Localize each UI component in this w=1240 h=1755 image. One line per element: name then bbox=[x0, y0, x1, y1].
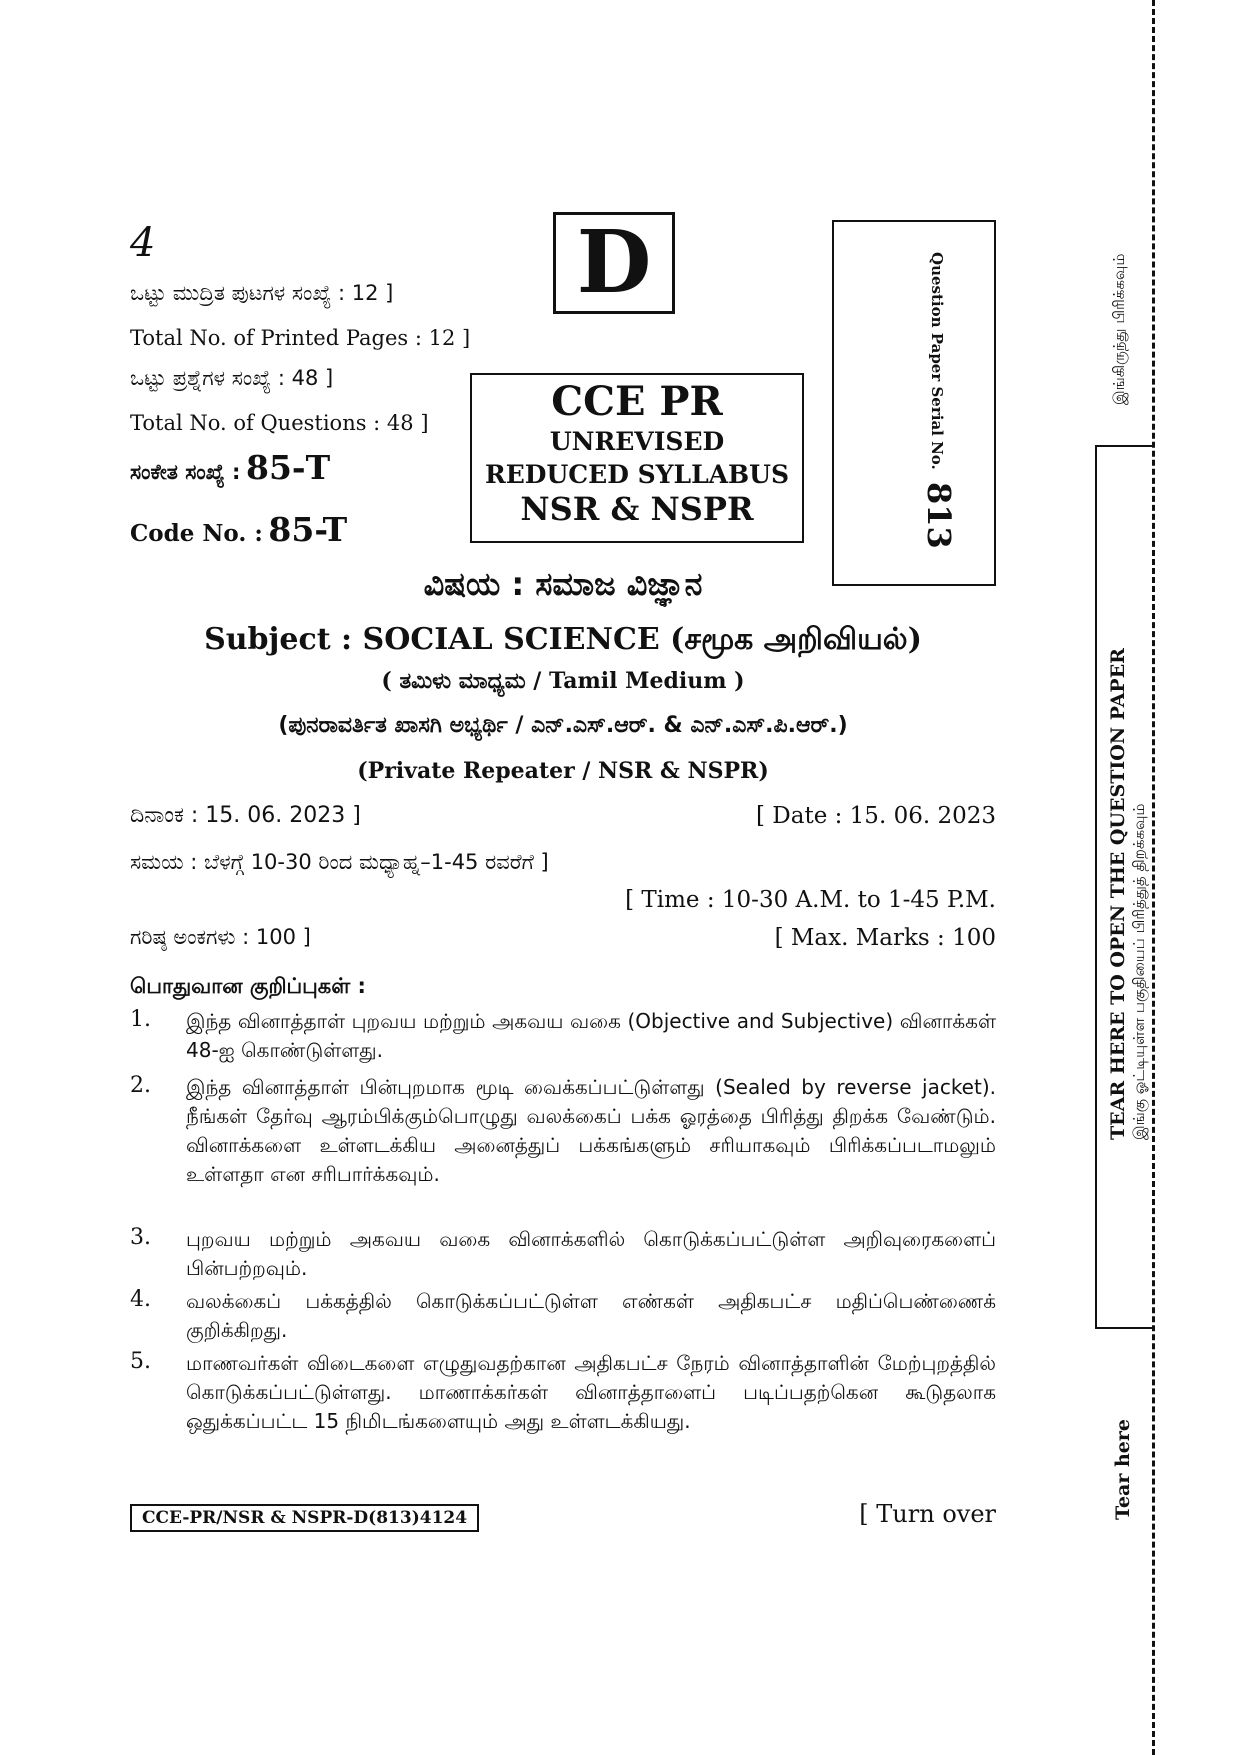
instructions-heading: பொதுவான குறிப்புகள் : bbox=[130, 974, 366, 998]
exam-type-line1: CCE PR bbox=[551, 378, 723, 425]
subject-kannada: ವಿಷಯ : ಸಮಾಜ ವಿಜ್ಞಾನ bbox=[423, 565, 703, 603]
time-kannada: ಸಮಯ : ಬೆಳಗ್ಗೆ 10-30 ರಿಂದ ಮಧ್ಯಾಹ್ನ–1-45 ರವರೆಗೆ ] bbox=[130, 850, 549, 874]
exam-type-line4: NSR & NSPR bbox=[520, 490, 754, 528]
instruction-text: மாணவர்கள் விடைகளை எழுதுவதற்கான அதிகபட்ச நேரம் வினாத்தாளின் மேற்புறத்தில் கொடுக்கப்பட்டுள்ளது. மாணாக்கர்கள் வினாத்தாளைப் படிப்பதற்கென கூடுதலாக ஒதுக்கப்பட்ட 15 நிமிடங்களையும் அது உள்ளடக்கியது. bbox=[186, 1351, 996, 1433]
instruction-text: இந்த வினாத்தாள் பின்புறமாக மூடி வைக்கப்பட்டுள்ளது (Sealed by reverse jacket). நீங்கள் தேர்வு ஆரம்பிக்கும்பொழுது வலக்கைப் பக்க ஓரத்தை பிரித்து திறக்க வேண்டும். வினாக்களை உள்ளடக்கிய அனைத்துப் பக்கங்களும் சரியாகவும் பிரிக்கப்படாமலும் உள்ளதா என சரிபார்க்கவும். bbox=[186, 1075, 996, 1186]
serial-number-box bbox=[832, 220, 996, 586]
instruction-number: 2. bbox=[130, 1073, 151, 1098]
instruction-text: புறவய மற்றும் அகவய வகை வினாக்களில் கொடுக்கப்பட்டுள்ள அறிவுரைகளைப் பின்பற்றவும். bbox=[186, 1227, 996, 1280]
questions-count-english: Total No. of Questions : 48 ] bbox=[130, 411, 429, 435]
code-en-value: 85-T bbox=[268, 510, 348, 549]
question-set-box bbox=[553, 212, 675, 314]
tear-here-label: Tear here bbox=[1112, 1419, 1134, 1520]
code-en-label: Code No. : bbox=[130, 520, 263, 547]
paper-code-footer: CCE-PR/NSR & NSPR-D(813)4124 bbox=[130, 1504, 479, 1532]
time-english: [ Time : 10-30 A.M. to 1-45 P.M. bbox=[625, 887, 996, 913]
tear-instruction-english: TEAR HERE TO OPEN THE QUESTION PAPER bbox=[1107, 648, 1129, 1140]
instruction-text: இந்த வினாத்தாள் புறவய மற்றும் அகவய வகை (Objective and Subjective) வினாக்கள் 48-ஐ கொண்டுள்ளது. bbox=[186, 1009, 996, 1062]
max-marks-kannada: ಗರಿಷ್ಠ ಅಂಕಗಳು : 100 ] bbox=[130, 925, 311, 949]
instruction-text: வலக்கைப் பக்கத்தில் கொடுக்கப்பட்டுள்ள எண்கள் அதிகபட்ச மதிப்பெண்ணைக் குறிக்கிறது. bbox=[186, 1289, 996, 1342]
tear-top-label: இங்கிருந்து பிரிக்கவும் bbox=[1110, 253, 1128, 405]
exam-type-line2: UNREVISED bbox=[549, 427, 725, 456]
serial-label: Question Paper Serial No. bbox=[928, 252, 946, 470]
turn-over-label: [ Turn over bbox=[859, 1500, 996, 1528]
code-kn-label: ಸಂಕೇತ ಸಂಖ್ಯೆ : bbox=[130, 460, 241, 484]
instruction-number: 5. bbox=[130, 1349, 151, 1374]
date-english: [ Date : 15. 06. 2023 bbox=[756, 803, 996, 829]
instruction-number: 1. bbox=[130, 1007, 151, 1032]
candidate-category-english: (Private Repeater / NSR & NSPR) bbox=[357, 758, 769, 784]
printed-pages-kannada: ಒಟ್ಟು ಮುದ್ರಿತ ಪುಟಗಳ ಸಂಖ್ಯೆ : 12 ] bbox=[130, 281, 394, 305]
instruction-number: 3. bbox=[130, 1225, 151, 1250]
exam-type-line3: REDUCED SYLLABUS bbox=[484, 460, 790, 489]
medium-label: ( ತಮಿಳು ಮಾಧ್ಯಮ / Tamil Medium ) bbox=[381, 668, 745, 694]
tear-instruction-tamil: இங்கு ஓட்டியுள்ள பகுதியைப் பிரித்துத் திறக்கவும் bbox=[1130, 803, 1148, 1140]
page-number: 4 bbox=[130, 220, 156, 266]
instruction-number: 4. bbox=[130, 1287, 151, 1312]
candidate-category-kannada: (ಪುನರಾವರ್ತಿತ ಖಾಸಗಿ ಅಭ್ಯರ್ಥಿ / ಎನ್.ಎಸ್.ಆರ್. & ಎನ್.ಎಸ್.ಪಿ.ಆರ್.) bbox=[278, 713, 848, 738]
questions-count-kannada: ಒಟ್ಟು ಪ್ರಶ್ನೆಗಳ ಸಂಖ್ಯೆ : 48 ] bbox=[130, 366, 334, 390]
max-marks-english: [ Max. Marks : 100 bbox=[774, 925, 996, 951]
subject-title: Subject : SOCIAL SCIENCE (சமூக அறிவியல்) bbox=[204, 622, 922, 657]
code-number-english bbox=[130, 510, 347, 549]
date-kannada: ದಿನಾಂಕ : 15. 06. 2023 ] bbox=[130, 803, 361, 828]
question-set-letter: D bbox=[576, 212, 652, 313]
code-number-kannada bbox=[130, 448, 330, 487]
printed-pages-english: Total No. of Printed Pages : 12 ] bbox=[130, 326, 471, 350]
code-kn-value: 85-T bbox=[246, 448, 331, 487]
exam-type-box bbox=[470, 373, 804, 543]
serial-number: 813 bbox=[920, 482, 958, 549]
